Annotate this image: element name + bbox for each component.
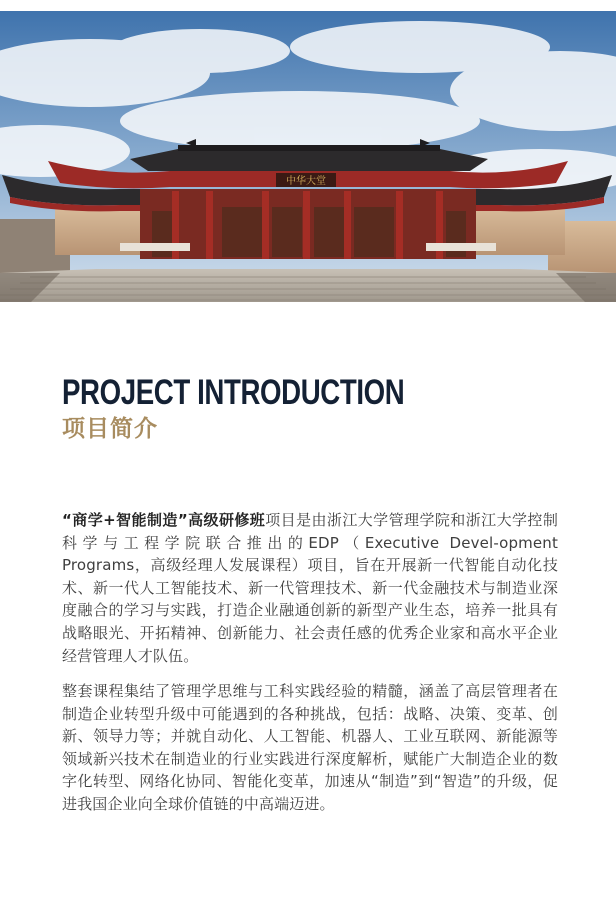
intro-paragraph-2: 整套课程集结了管理学思维与工科实践经验的精髓，涵盖了高层管理者在制造企业转型升级中可能遇到的各种挑战，包括：战略、决策、变革、创新、领导力等；并就自动化、人工智能、机器人、工业互联网、新能源等领域新兴技术在制造业的行业实践进行深度解析，赋能广大制造企业的数字化转型、网络化协同、智能化变革，加速从“制造”到“智造”的升级，促进我国企业向全球价值链的中高端迈进。 [62,682,558,813]
hall-plaque-text: 中华大堂 [286,176,326,187]
hero-image [0,11,616,302]
title-chinese: 项目简介 [62,416,158,442]
hall-illustration [0,11,616,302]
red-pillars [172,191,443,259]
program-name: “商学+智能制造”高级研修班 [62,511,266,529]
stone-steps [0,269,616,302]
title-english: PROJECT INTRODUCTION [62,373,405,412]
intro-paragraph-1 [62,509,558,667]
intro-paragraph-1-text: 项目是由浙江大学管理学院和浙江大学控制科学与工程学院联合推出的EDP（Executive Devel-opment Programs，高级经理人发展课程）项目，旨在开展新一代智能自动化技术、新一代人工智能技术、新一代管理技术、新一代金融技术与制造业深度融合的学习与实践，打造企业融通创新的新型产业生态，培养一批具有战略眼光、开拓精神、创新能力、社会责任感的优秀企业家和高水平企业经营管理人才队伍。 [62,511,558,665]
